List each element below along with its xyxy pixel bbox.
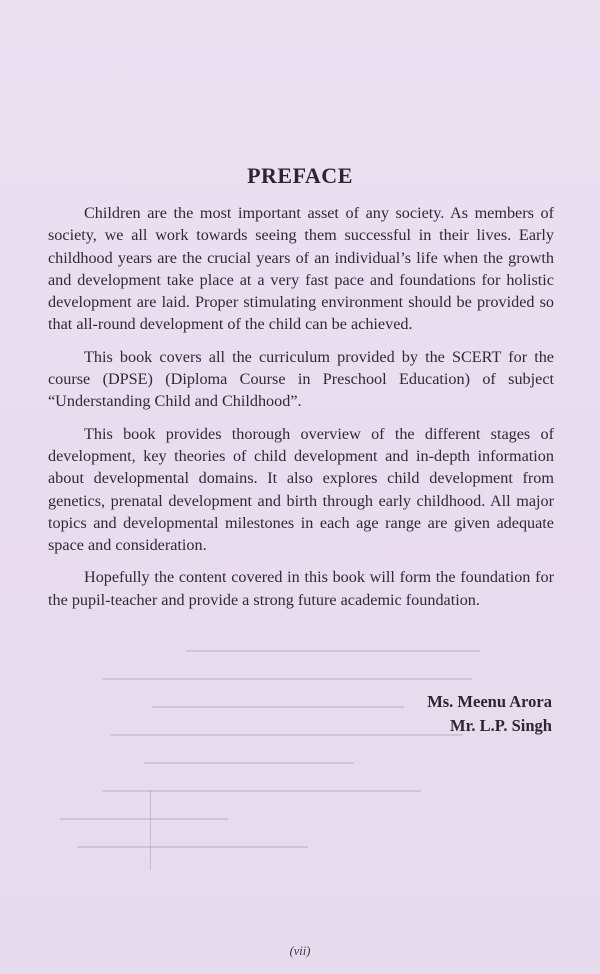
paragraph-4: Hopefully the content covered in this book will form the foundation for the pupil-teacher and provide a strong future academic foundation. [48,568,554,609]
paragraph-3: This book provides thorough overview of the different stages of development, key theories of child development and in-depth information about developmental domains. It also explores child development from genetics, prenatal development and birth through early childhood. All major topics and developmental milestones in each age range are given adequate space and consideration. [48,424,554,555]
preface-body [48,202,554,621]
page-title: PREFACE [247,162,353,188]
bleed-through-text [60,650,480,910]
page-number: (vii) [289,944,311,958]
author-name-2: Mr. L.P. Singh [450,716,552,735]
paragraph-1: Children are the most important asset of any society. As members of society, we all work towards seeing them successful in their lives. Early childhood years are the crucial years of an individual’s life when the growth and development take place at a very fast pace and foundations for holistic development are laid. Proper stimulating environment should be provided so that all-round development of the child can be achieved. [48,204,554,334]
author-name-1: Ms. Meenu Arora [427,692,552,711]
bleed-through-mark [150,790,151,870]
author-signatures [427,690,552,738]
paragraph-2: This book covers all the curriculum provided by the SCERT for the course (DPSE) (Diploma Course in Preschool Education) of subject “Understanding Child and Childhood”. [48,347,554,411]
